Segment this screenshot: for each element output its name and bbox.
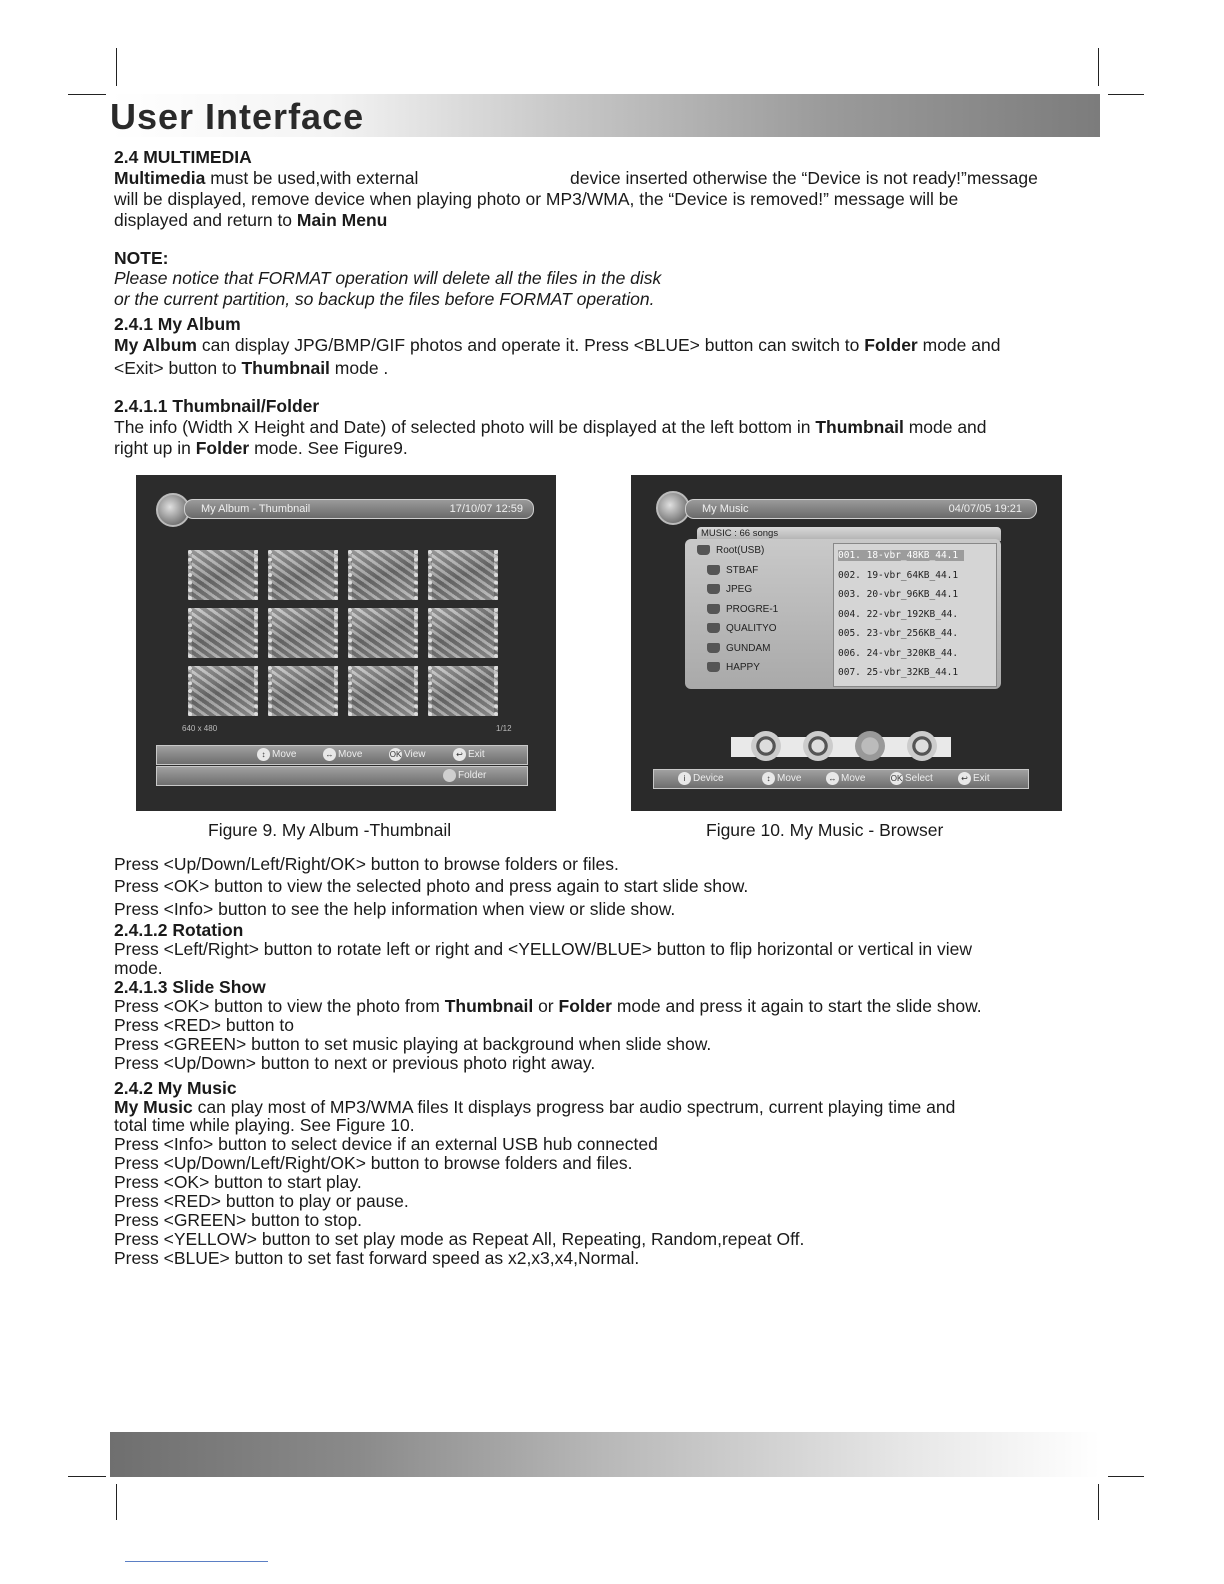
figure9-folder-bar — [156, 766, 528, 786]
updown-arrow-icon: ↕ — [257, 748, 270, 761]
footer-band — [110, 1432, 1100, 1477]
photo-thumbnail[interactable] — [268, 550, 338, 600]
footer-underline — [125, 1561, 268, 1562]
move-leftright-button[interactable] — [826, 772, 865, 786]
music-count: MUSIC : 66 songs — [701, 528, 779, 539]
section-heading-rotation: 2.4.1.2 Rotation — [114, 920, 244, 940]
folder-item[interactable] — [707, 662, 760, 673]
instruction-line: Press <YELLOW> button to set play mode as Repeat All, Repeating, Random,repeat Off. — [114, 1229, 805, 1249]
button-label: Device — [693, 773, 724, 785]
instruction-line: total time while playing. See Figure 10. — [114, 1115, 415, 1135]
text-span: displayed and return to — [114, 210, 297, 230]
folder-icon — [707, 643, 720, 653]
section-heading-my-album: 2.4.1 My Album — [114, 314, 241, 334]
photo-thumbnail[interactable] — [188, 666, 258, 716]
instruction-line: Press <RED> button to play or pause. — [114, 1191, 409, 1211]
exit-icon: ↩ — [958, 772, 971, 785]
ok-icon: OK — [389, 750, 402, 759]
photo-thumbnail[interactable] — [348, 550, 418, 600]
folder-item-root[interactable] — [697, 545, 764, 556]
folder-label: Root(USB) — [716, 545, 765, 556]
bold-term: My Album — [114, 335, 197, 355]
bold-term: Main Menu — [296, 210, 388, 230]
figure10-screenshot — [631, 475, 1062, 811]
button-label: Move — [777, 773, 802, 785]
bold-term: Thumbnail — [241, 358, 330, 378]
exit-icon: ↩ — [453, 748, 466, 761]
screen-title: My Music — [702, 503, 749, 515]
play-icon[interactable] — [855, 731, 885, 761]
instruction-line: mode. — [114, 958, 163, 978]
bold-term: Thumbnail — [444, 996, 534, 1016]
folder-icon — [707, 565, 720, 575]
folder-item[interactable] — [707, 623, 777, 634]
text-span: can display JPG/BMP/GIF photos and operate it. Press <BLUE> button can switch to — [196, 335, 865, 355]
folder-icon — [707, 584, 720, 594]
prev-icon[interactable] — [751, 731, 781, 761]
button-label: Folder — [458, 770, 487, 782]
photo-info: 640 x 480 — [182, 724, 218, 733]
note-line: Please notice that FORMAT operation will delete all the files in the disk — [114, 268, 662, 288]
folder-item[interactable] — [707, 604, 778, 615]
song-item[interactable]: 004. 22-vbr_192KB_44. — [838, 608, 959, 620]
text-span: mode and — [917, 335, 1001, 355]
folder-button[interactable] — [443, 769, 486, 783]
button-label: View — [404, 749, 426, 761]
bold-term: Thumbnail — [815, 417, 904, 437]
song-item[interactable]: 003. 20-vbr_96KB_44.1 — [838, 589, 959, 600]
button-label: Move — [841, 773, 866, 785]
browser-panel — [685, 539, 1001, 689]
exit-button[interactable] — [958, 772, 990, 786]
song-item[interactable]: 007. 25-vbr_32KB_44.1 — [838, 667, 959, 678]
text-span: mode and — [903, 417, 987, 437]
screen-datetime: 04/07/05 19:21 — [948, 503, 1022, 515]
section-heading-slide-show: 2.4.1.3 Slide Show — [114, 977, 266, 997]
bold-term: Multimedia — [114, 168, 206, 188]
button-label: Move — [272, 749, 297, 761]
crop-mark — [1108, 1476, 1144, 1477]
photo-thumbnail[interactable] — [188, 608, 258, 658]
section-heading-thumbnail-folder: 2.4.1.1 Thumbnail/Folder — [114, 396, 320, 416]
photo-thumbnail[interactable] — [428, 608, 498, 658]
paragraph-line: will be displayed, remove device when playing photo or MP3/WMA, the “Device is removed!” message will be — [114, 189, 959, 209]
screen-title: My Album - Thumbnail — [201, 503, 311, 515]
updown-arrow-icon: ↕ — [762, 772, 775, 785]
song-item[interactable]: 005. 23-vbr_256KB_44. — [838, 628, 959, 639]
text-span: mode and press it again to start the slide show. — [611, 996, 982, 1016]
folder-icon — [707, 662, 720, 672]
info-icon: i — [678, 772, 691, 785]
figure10-titlebar — [685, 499, 1037, 519]
section-heading-multimedia: 2.4 MULTIMEDIA — [114, 147, 252, 167]
instruction-line: Press <GREEN> button to set music playing at background when slide show. — [114, 1034, 712, 1054]
paragraph-line — [114, 417, 987, 438]
photo-thumbnail[interactable] — [348, 608, 418, 658]
move-updown-button[interactable] — [257, 748, 296, 762]
view-button[interactable] — [389, 748, 426, 762]
text-span: <Exit> button to — [114, 358, 242, 378]
folder-label: GUNDAM — [726, 642, 771, 654]
text-span: can play most of MP3/WMA files It displays progress bar audio spectrum, current playing time and — [192, 1097, 956, 1117]
folder-item[interactable] — [707, 565, 758, 576]
screen-datetime: 17/10/07 12:59 — [449, 503, 523, 515]
button-label: Exit — [973, 773, 990, 785]
paragraph-line: device inserted otherwise the “Device is not ready!”message — [570, 168, 1038, 188]
photo-thumbnail[interactable] — [428, 550, 498, 600]
select-button[interactable] — [890, 772, 933, 786]
photo-thumbnail[interactable] — [428, 666, 498, 716]
folder-item[interactable] — [707, 643, 770, 654]
figure9-button-bar — [156, 745, 528, 765]
folder-icon — [707, 604, 720, 614]
instruction-line: Press <Up/Down/Left/Right/OK> button to browse folders and files. — [114, 1153, 633, 1173]
blue-circle-icon — [443, 769, 456, 782]
instruction-line: Press <Info> button to select device if an external USB hub connected — [114, 1134, 658, 1154]
song-list — [833, 543, 997, 687]
instruction-line: Press <Up/Down/Left/Right/OK> button to browse folders or files. — [114, 854, 619, 874]
note-line: or the current partition, so backup the files before FORMAT operation. — [114, 289, 655, 309]
folder-label: JPEG — [726, 584, 753, 595]
text-span: mode. See Figure9. — [249, 438, 408, 458]
text-span: Press <OK> button to view the photo from — [114, 996, 445, 1016]
crop-mark — [68, 94, 106, 95]
section-heading-my-music: 2.4.2 My Music — [114, 1078, 237, 1098]
instruction-line: Press <BLUE> button to set fast forward speed as x2,x3,x4,Normal. — [114, 1248, 640, 1268]
instruction-line: Press <OK> button to start play. — [114, 1172, 362, 1192]
ok-icon: OK — [890, 774, 903, 783]
paragraph-line — [114, 210, 387, 231]
figure10-caption: Figure 10. My Music - Browser — [706, 820, 944, 840]
text-span: The info (Width X Height and Date) of selected photo will be displayed at the left bottom in — [114, 417, 816, 437]
text-span: right up in — [114, 438, 196, 458]
photo-index: 1/12 — [496, 724, 512, 733]
folder-label: QUALITYO — [726, 623, 777, 634]
bold-term: Folder — [864, 335, 918, 355]
crop-mark — [116, 1484, 117, 1520]
note-label: NOTE: — [114, 248, 169, 268]
song-item-selected[interactable]: 001. 18-vbr_48KB_44.1 — [838, 550, 964, 561]
crop-mark — [68, 1476, 106, 1477]
root-folder-icon — [697, 545, 710, 555]
instruction-line: Press <Left/Right> button to rotate left or right and <YELLOW/BLUE> button to flip horizontal or vertical in view — [114, 939, 972, 959]
figure10-button-bar — [653, 769, 1029, 789]
photo-thumbnail[interactable] — [348, 666, 418, 716]
text-span: must be used,with external — [205, 168, 419, 188]
crop-mark — [116, 48, 117, 86]
folder-item[interactable] — [707, 584, 752, 595]
instruction-line: Press <Info> button to see the help information when view or slide show. — [114, 899, 676, 919]
move-leftright-button[interactable] — [323, 748, 362, 762]
folder-icon — [707, 623, 720, 633]
figure9-titlebar — [184, 499, 534, 519]
button-label: Exit — [468, 749, 485, 761]
crop-mark — [1108, 94, 1144, 95]
photo-thumbnail[interactable] — [268, 608, 338, 658]
text-span: or — [533, 996, 559, 1016]
folder-label: PROGRE-1 — [726, 603, 779, 615]
crop-mark — [1098, 48, 1099, 86]
bold-term: Folder — [558, 996, 612, 1016]
instruction-line: Press <OK> button to view the selected photo and press again to start slide show. — [114, 876, 749, 896]
page-title: User Interface — [110, 96, 365, 137]
leftright-arrow-icon: ↔ — [826, 772, 839, 785]
instruction-line: Press <RED> button to — [114, 1015, 294, 1035]
folder-label: STBAF — [726, 564, 759, 576]
instruction-line: Press <Up/Down> button to next or previous photo right away. — [114, 1053, 596, 1073]
instruction-line: Press <GREEN> button to stop. — [114, 1210, 363, 1230]
song-item[interactable]: 002. 19-vbr_64KB_44.1 — [838, 569, 959, 581]
paragraph-line — [114, 438, 408, 459]
text-span: mode . — [329, 358, 389, 378]
crop-mark — [1098, 1484, 1099, 1520]
leftright-arrow-icon: ↔ — [323, 748, 336, 761]
figure9-screenshot — [136, 475, 556, 811]
paragraph-line — [114, 335, 1000, 356]
song-item[interactable]: 006. 24-vbr_320KB_44. — [838, 647, 959, 659]
photo-thumbnail[interactable] — [268, 666, 338, 716]
repeat-icon[interactable] — [907, 731, 937, 761]
paragraph-line — [114, 168, 418, 189]
stop-icon[interactable] — [803, 731, 833, 761]
folder-label: HAPPY — [726, 662, 760, 673]
photo-thumbnail[interactable] — [188, 550, 258, 600]
exit-button[interactable] — [453, 748, 485, 762]
paragraph-line — [114, 358, 388, 379]
figure9-caption: Figure 9. My Album -Thumbnail — [208, 820, 452, 840]
bold-term: Folder — [195, 438, 250, 458]
button-label: Move — [338, 749, 363, 761]
move-updown-button[interactable] — [762, 772, 801, 786]
bold-term: My Music — [114, 1097, 193, 1117]
button-label: Select — [905, 773, 933, 785]
instruction-line — [114, 996, 982, 1017]
device-button[interactable] — [678, 772, 724, 786]
